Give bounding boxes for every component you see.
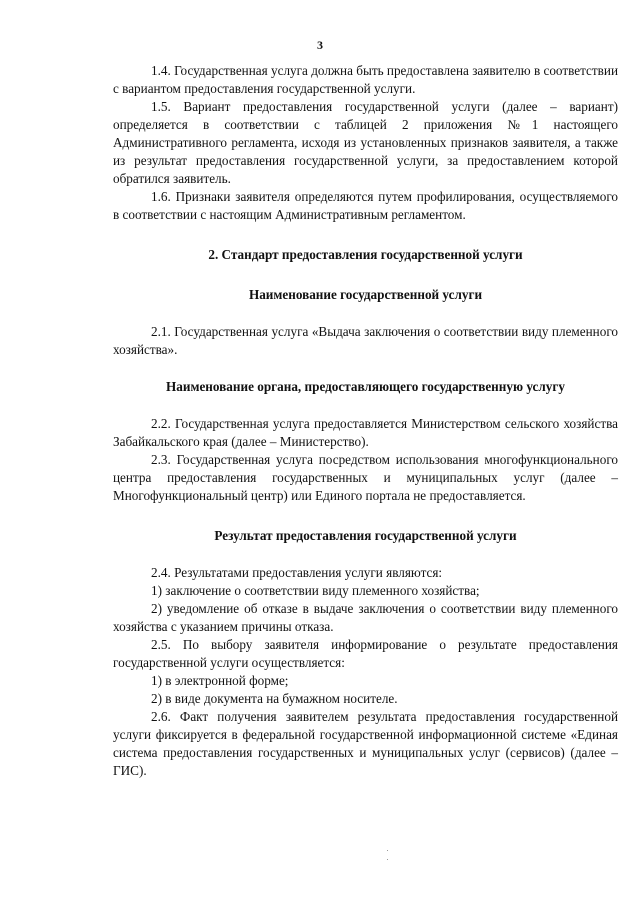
paragraph-2-1: 2.1. Государственная услуга «Выдача заключения о соответствии виду племенного хозяйства». — [113, 324, 618, 357]
paragraph-1-6: 1.6. Признаки заявителя определяются путем профилирования, осуществляемого в соответствии с настоящим Административным регламентом. — [113, 189, 618, 222]
paragraph-2-4-item-1: 1) заключение о соответствии виду племенного хозяйства; — [151, 583, 480, 598]
scan-dots — [387, 850, 389, 870]
paragraph-2-5-item-1: 1) в электронной форме; — [151, 673, 289, 688]
paragraph-1-4: 1.4. Государственная услуга должна быть предоставлена заявителю в соответствии с вариантом предоставления государственной услуги. — [113, 63, 618, 96]
subsection-title-organ: Наименование органа, предоставляющего государственную услугу — [166, 379, 565, 394]
paragraph-2-3: 2.3. Государственная услуга посредством использования многофункционального центра предоставления государственных и муниципальных услуг (далее – Многофункциональный центр) или Единого портала не предоставляется. — [113, 452, 618, 503]
paragraph-2-4-item-2: 2) уведомление об отказе в выдаче заключения о соответствии виду племенного хозяйства с указанием причины отказа. — [113, 601, 618, 634]
paragraph-2-6: 2.6. Факт получения заявителем результата предоставления государственной услуги фиксируется в федеральной государственной информационной системе «Единая система предоставления государственных и муниципальных услуг (сервисов) (далее – ГИС). — [113, 709, 618, 778]
subsection-title-result: Результат предоставления государственной услуги — [214, 528, 517, 543]
paragraph-2-5-item-2: 2) в виде документа на бумажном носителе. — [151, 691, 398, 706]
page-number: 3 — [317, 38, 323, 52]
section-title: 2. Стандарт предоставления государственной услуги — [208, 247, 523, 262]
paragraph-1-5: 1.5. Вариант предоставления государственной услуги (далее – вариант) определяется в соответствии с таблицей 2 приложения №1 настоящего Административного регламента, исходя из установленных признаков заявителя, а также из результат предоставления государственной услуги, за предоставлением которой обратился заявитель. — [113, 99, 618, 186]
document-body — [113, 62, 618, 780]
paragraph-2-4: 2.4. Результатами предоставления услуги являются: — [151, 565, 443, 580]
paragraph-2-5: 2.5. По выбору заявителя информирование о результате предоставления государственной услуги осуществляется: — [113, 637, 618, 670]
subsection-title-service-name: Наименование государственной услуги — [248, 287, 483, 302]
paragraph-2-2: 2.2. Государственная услуга предоставляется Министерством сельского хозяйства Забайкальского края (далее – Министерство). — [113, 416, 618, 449]
